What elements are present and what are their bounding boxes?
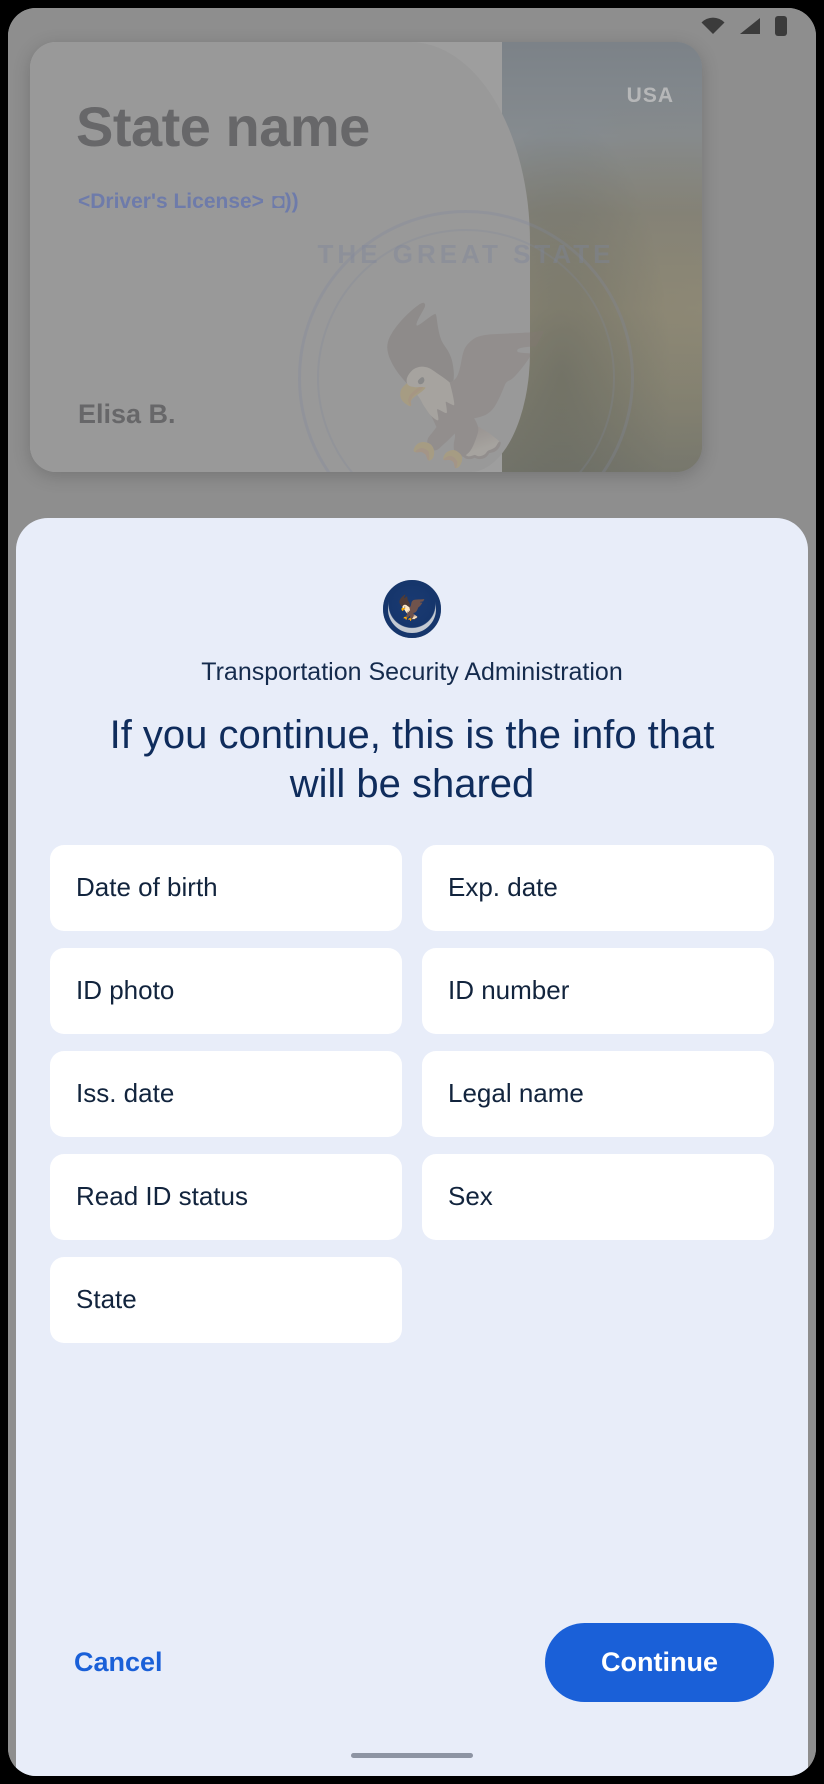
list-item (50, 948, 402, 1034)
organization-name: Transportation Security Administration (201, 658, 623, 686)
field-label: Date of birth (76, 872, 218, 903)
cancel-button[interactable]: Cancel (50, 1635, 187, 1690)
field-label: State (76, 1284, 137, 1315)
phone-screen (8, 8, 816, 1776)
tsa-seal-icon (383, 580, 441, 638)
field-label: Read ID status (76, 1181, 248, 1212)
tsa-eagle-glyph: 🦅 (397, 595, 427, 622)
field-label: ID photo (76, 975, 175, 1006)
list-item (422, 1154, 774, 1240)
cellular-signal-icon (738, 16, 762, 36)
field-label: ID number (448, 975, 570, 1006)
shared-fields-list (50, 845, 774, 1343)
list-item (50, 1051, 402, 1137)
list-item (422, 948, 774, 1034)
share-info-sheet (16, 518, 808, 1776)
battery-icon (774, 15, 788, 37)
home-indicator[interactable] (351, 1753, 473, 1758)
wifi-icon (700, 16, 726, 36)
id-card-preview (30, 42, 702, 472)
field-label: Sex (448, 1181, 493, 1212)
field-label: Iss. date (76, 1078, 175, 1109)
page-title: If you continue, this is the info that will be shared (109, 713, 715, 806)
list-item (50, 1154, 402, 1240)
status-bar (8, 8, 816, 44)
field-label: Legal name (448, 1078, 584, 1109)
list-item (50, 1257, 402, 1343)
card-dim-overlay (30, 42, 702, 472)
sheet-actions (50, 1623, 774, 1702)
list-item (422, 1051, 774, 1137)
list-item (50, 845, 402, 931)
field-label: Exp. date (448, 872, 558, 903)
continue-button[interactable]: Continue (545, 1623, 774, 1702)
list-item (422, 845, 774, 931)
